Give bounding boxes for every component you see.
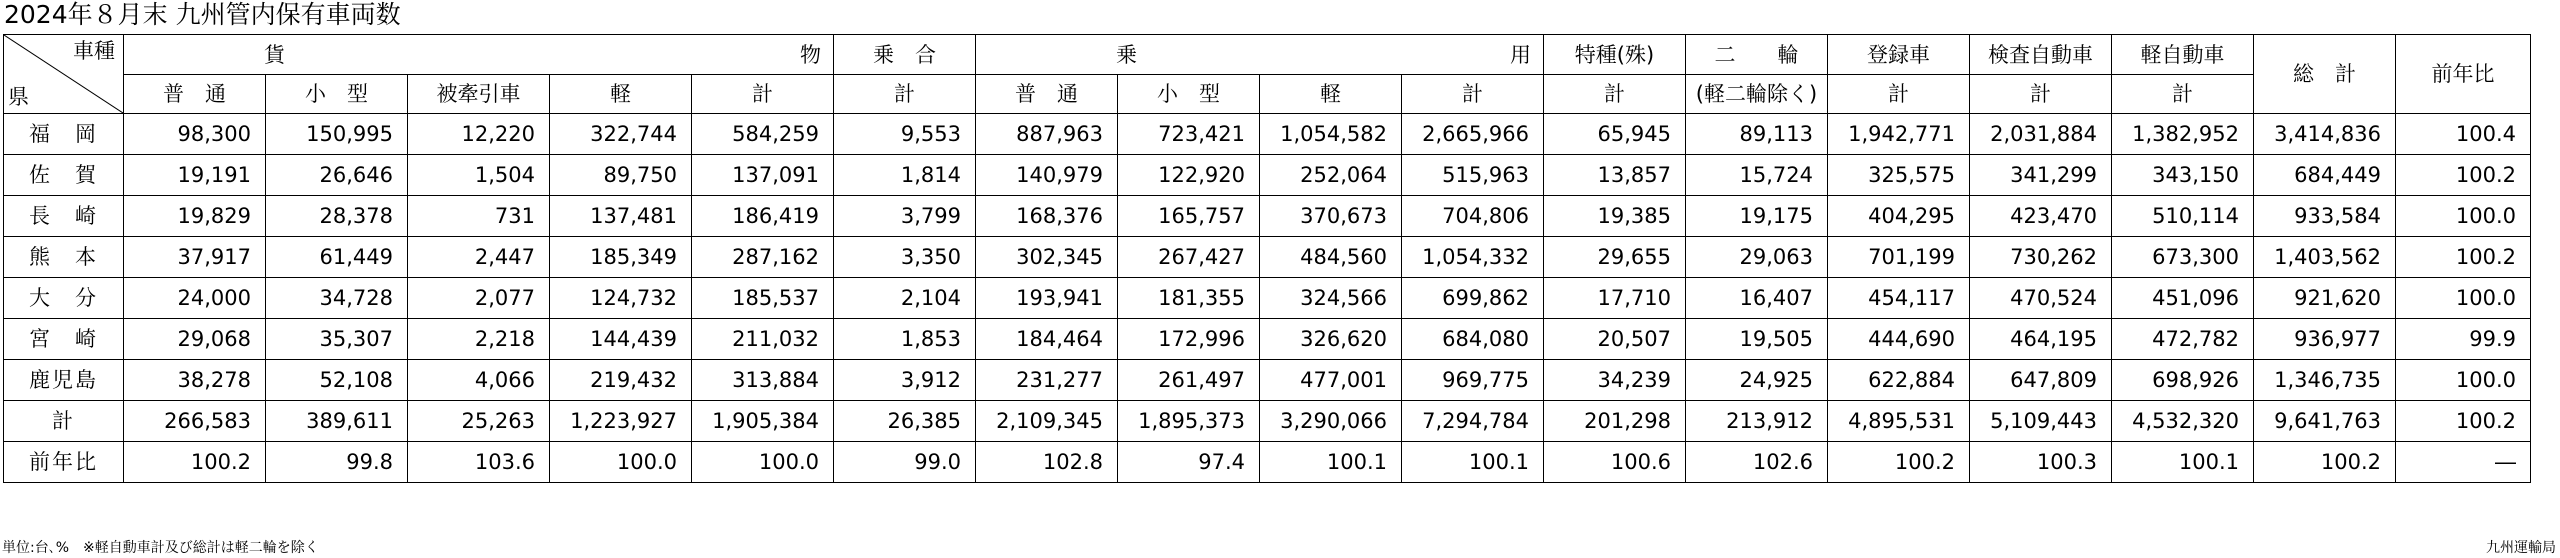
cargo-label-right: 物 <box>800 42 821 67</box>
table-cell: 102.8 <box>976 442 1118 483</box>
footnote: 単位:台､% ※軽自動車計及び総計は軽二輪を除く <box>2 540 319 556</box>
cargo-sub-regular: 普 通 <box>124 75 266 114</box>
table-cell: 137,091 <box>692 155 834 196</box>
table-row <box>4 442 2531 483</box>
table-cell: 7,294,784 <box>1402 401 1544 442</box>
source-credit: 九州運輸局 <box>2486 540 2556 556</box>
table-cell: 404,295 <box>1828 196 1970 237</box>
table-cell: 470,524 <box>1970 278 2112 319</box>
table-cell: 698,926 <box>2112 360 2254 401</box>
table-cell: 936,977 <box>2254 319 2396 360</box>
table-cell: 1,382,952 <box>2112 114 2254 155</box>
registered-header-top: 登録車 <box>1828 35 1970 75</box>
passenger-sub-regular: 普 通 <box>976 75 1118 114</box>
table-cell: 19,829 <box>124 196 266 237</box>
table-cell: 472,782 <box>2112 319 2254 360</box>
table-cell: 29,068 <box>124 319 266 360</box>
table-cell: 1,346,735 <box>2254 360 2396 401</box>
table-cell: 673,300 <box>2112 237 2254 278</box>
table-cell: 2,031,884 <box>1970 114 2112 155</box>
row-label: 計 <box>4 401 124 442</box>
table-cell: 100.6 <box>1544 442 1686 483</box>
table-cell: 17,710 <box>1544 278 1686 319</box>
table-cell: 302,345 <box>976 237 1118 278</box>
twowheel-header-bottom: (軽二輪除く) <box>1686 75 1828 114</box>
table-cell: 168,376 <box>976 196 1118 237</box>
table-cell: 444,690 <box>1828 319 1970 360</box>
table-cell: 2,109,345 <box>976 401 1118 442</box>
table-cell: 100.1 <box>2112 442 2254 483</box>
table-cell: 102.6 <box>1686 442 1828 483</box>
table-cell: 701,199 <box>1828 237 1970 278</box>
row-label: 熊 本 <box>4 237 124 278</box>
table-cell: 484,560 <box>1260 237 1402 278</box>
table-cell: ― <box>2396 442 2531 483</box>
table-row <box>4 114 2531 155</box>
table-cell: 124,732 <box>550 278 692 319</box>
table-cell: 99.8 <box>266 442 408 483</box>
table-cell: 100.0 <box>2396 196 2531 237</box>
table-cell: 38,278 <box>124 360 266 401</box>
table-cell: 193,941 <box>976 278 1118 319</box>
table-cell: 20,507 <box>1544 319 1686 360</box>
special-header-top: 特種(殊) <box>1544 35 1686 75</box>
table-cell: 451,096 <box>2112 278 2254 319</box>
table-cell: 185,537 <box>692 278 834 319</box>
cargo-sub-kei: 軽 <box>550 75 692 114</box>
table-cell: 150,995 <box>266 114 408 155</box>
table-cell: 34,239 <box>1544 360 1686 401</box>
table-cell: 144,439 <box>550 319 692 360</box>
table-cell: 100.0 <box>2396 360 2531 401</box>
table-cell: 19,191 <box>124 155 266 196</box>
table-cell: 684,080 <box>1402 319 1544 360</box>
table-cell: 423,470 <box>1970 196 2112 237</box>
table-cell: 1,814 <box>834 155 976 196</box>
table-cell: 389,611 <box>266 401 408 442</box>
table-cell: 172,996 <box>1118 319 1260 360</box>
corner-label-vehicle-type: 車種 <box>73 39 115 63</box>
table-cell: 510,114 <box>2112 196 2254 237</box>
table-cell: 37,917 <box>124 237 266 278</box>
table-cell: 647,809 <box>1970 360 2112 401</box>
table-cell: 921,620 <box>2254 278 2396 319</box>
table-cell: 3,350 <box>834 237 976 278</box>
table-cell: 2,104 <box>834 278 976 319</box>
table-cell: 100.2 <box>2254 442 2396 483</box>
table-cell: 699,862 <box>1402 278 1544 319</box>
table-cell: 26,646 <box>266 155 408 196</box>
bus-header-top: 乗 合 <box>834 35 976 75</box>
table-cell: 100.0 <box>550 442 692 483</box>
table-cell: 231,277 <box>976 360 1118 401</box>
table-cell: 211,032 <box>692 319 834 360</box>
row-label: 佐 賀 <box>4 155 124 196</box>
inspected-header-bottom: 計 <box>1970 75 2112 114</box>
table-cell: 3,290,066 <box>1260 401 1402 442</box>
table-cell: 28,378 <box>266 196 408 237</box>
table-cell: 186,419 <box>692 196 834 237</box>
table-cell: 261,497 <box>1118 360 1260 401</box>
table-cell: 2,218 <box>408 319 550 360</box>
table-cell: 35,307 <box>266 319 408 360</box>
table-cell: 3,414,836 <box>2254 114 2396 155</box>
table-cell: 266,583 <box>124 401 266 442</box>
table-cell: 622,884 <box>1828 360 1970 401</box>
special-header-bottom: 計 <box>1544 75 1686 114</box>
table-cell: 313,884 <box>692 360 834 401</box>
table-cell: 2,077 <box>408 278 550 319</box>
table-cell: 341,299 <box>1970 155 2112 196</box>
table-row <box>4 278 2531 319</box>
table-cell: 99.0 <box>834 442 976 483</box>
table-cell: 100.3 <box>1970 442 2112 483</box>
table-cell: 26,385 <box>834 401 976 442</box>
table-cell: 89,750 <box>550 155 692 196</box>
table-cell: 100.0 <box>692 442 834 483</box>
table-cell: 3,912 <box>834 360 976 401</box>
table-cell: 684,449 <box>2254 155 2396 196</box>
table-cell: 13,857 <box>1544 155 1686 196</box>
cargo-sub-total: 計 <box>692 75 834 114</box>
table-cell: 213,912 <box>1686 401 1828 442</box>
passenger-label-left: 乗 <box>1116 42 1137 67</box>
table-cell: 1,905,384 <box>692 401 834 442</box>
table-cell: 252,064 <box>1260 155 1402 196</box>
table-row <box>4 155 2531 196</box>
table-cell: 267,427 <box>1118 237 1260 278</box>
kei-header-bottom: 計 <box>2112 75 2254 114</box>
table-cell: 704,806 <box>1402 196 1544 237</box>
table-row <box>4 196 2531 237</box>
table-cell: 454,117 <box>1828 278 1970 319</box>
table-cell: 19,385 <box>1544 196 1686 237</box>
cargo-sub-small: 小 型 <box>266 75 408 114</box>
table-cell: 100.2 <box>1828 442 1970 483</box>
table-cell: 25,263 <box>408 401 550 442</box>
table-cell: 29,655 <box>1544 237 1686 278</box>
table-cell: 181,355 <box>1118 278 1260 319</box>
table-cell: 723,421 <box>1118 114 1260 155</box>
passenger-sub-total: 計 <box>1402 75 1544 114</box>
row-label: 宮 崎 <box>4 319 124 360</box>
table-cell: 61,449 <box>266 237 408 278</box>
table-cell: 185,349 <box>550 237 692 278</box>
table-cell: 9,553 <box>834 114 976 155</box>
yoy-header: 前年比 <box>2396 35 2531 114</box>
table-cell: 969,775 <box>1402 360 1544 401</box>
table-cell: 12,220 <box>408 114 550 155</box>
table-cell: 99.9 <box>2396 319 2531 360</box>
table-cell: 933,584 <box>2254 196 2396 237</box>
passenger-group-header <box>976 35 1544 75</box>
table-cell: 65,945 <box>1544 114 1686 155</box>
table-cell: 2,665,966 <box>1402 114 1544 155</box>
row-label: 前年比 <box>4 442 124 483</box>
table-row <box>4 401 2531 442</box>
cargo-label-left: 貨 <box>264 42 285 67</box>
table-cell: 1,853 <box>834 319 976 360</box>
table-cell: 52,108 <box>266 360 408 401</box>
table-title: 2024年８月末 九州管内保有車両数 <box>4 0 401 29</box>
table-cell: 19,505 <box>1686 319 1828 360</box>
table-cell: 34,728 <box>266 278 408 319</box>
table-row <box>4 360 2531 401</box>
table-cell: 730,262 <box>1970 237 2112 278</box>
table-cell: 100.2 <box>2396 155 2531 196</box>
table-cell: 98,300 <box>124 114 266 155</box>
row-label: 大 分 <box>4 278 124 319</box>
table-cell: 1,895,373 <box>1118 401 1260 442</box>
passenger-sub-kei: 軽 <box>1260 75 1402 114</box>
table-cell: 24,925 <box>1686 360 1828 401</box>
row-label: 福 岡 <box>4 114 124 155</box>
corner-label-prefecture: 県 <box>8 85 29 109</box>
table-cell: 29,063 <box>1686 237 1828 278</box>
table-cell: 322,744 <box>550 114 692 155</box>
table-cell: 19,175 <box>1686 196 1828 237</box>
table-cell: 4,066 <box>408 360 550 401</box>
table-row <box>4 237 2531 278</box>
table-cell: 122,920 <box>1118 155 1260 196</box>
twowheel-header-top: 二 輪 <box>1686 35 1828 75</box>
table-cell: 1,054,582 <box>1260 114 1402 155</box>
table-cell: 887,963 <box>976 114 1118 155</box>
table-cell: 2,447 <box>408 237 550 278</box>
table-cell: 100.1 <box>1402 442 1544 483</box>
table-cell: 184,464 <box>976 319 1118 360</box>
table-cell: 100.0 <box>2396 278 2531 319</box>
table-cell: 100.2 <box>2396 237 2531 278</box>
table-cell: 103.6 <box>408 442 550 483</box>
table-cell: 1,223,927 <box>550 401 692 442</box>
header-row-2 <box>4 75 2531 114</box>
table-cell: 97.4 <box>1118 442 1260 483</box>
table-cell: 343,150 <box>2112 155 2254 196</box>
kei-header-top: 軽自動車 <box>2112 35 2254 75</box>
bus-header-bottom: 計 <box>834 75 976 114</box>
table-cell: 100.1 <box>1260 442 1402 483</box>
table-cell: 4,895,531 <box>1828 401 1970 442</box>
table-cell: 324,566 <box>1260 278 1402 319</box>
table-cell: 219,432 <box>550 360 692 401</box>
passenger-label-right: 用 <box>1510 42 1531 67</box>
table-cell: 16,407 <box>1686 278 1828 319</box>
table-cell: 4,532,320 <box>2112 401 2254 442</box>
table-cell: 201,298 <box>1544 401 1686 442</box>
table-cell: 100.4 <box>2396 114 2531 155</box>
table-cell: 15,724 <box>1686 155 1828 196</box>
table-cell: 584,259 <box>692 114 834 155</box>
table-cell: 9,641,763 <box>2254 401 2396 442</box>
table-cell: 89,113 <box>1686 114 1828 155</box>
table-cell: 165,757 <box>1118 196 1260 237</box>
vehicle-count-table <box>3 34 2531 483</box>
table-cell: 1,942,771 <box>1828 114 1970 155</box>
table-cell: 287,162 <box>692 237 834 278</box>
table-cell: 515,963 <box>1402 155 1544 196</box>
table-cell: 3,799 <box>834 196 976 237</box>
cargo-group-header <box>124 35 834 75</box>
grand-total-header: 総 計 <box>2254 35 2396 114</box>
table-cell: 100.2 <box>2396 401 2531 442</box>
registered-header-bottom: 計 <box>1828 75 1970 114</box>
table-cell: 137,481 <box>550 196 692 237</box>
table-cell: 326,620 <box>1260 319 1402 360</box>
header-row-1 <box>4 35 2531 75</box>
table-cell: 100.2 <box>124 442 266 483</box>
table-cell: 5,109,443 <box>1970 401 2112 442</box>
table-cell: 1,054,332 <box>1402 237 1544 278</box>
cargo-sub-towed: 被牽引車 <box>408 75 550 114</box>
inspected-header-top: 検査自動車 <box>1970 35 2112 75</box>
table-cell: 140,979 <box>976 155 1118 196</box>
table-row <box>4 319 2531 360</box>
table-cell: 731 <box>408 196 550 237</box>
table-cell: 1,504 <box>408 155 550 196</box>
table-cell: 1,403,562 <box>2254 237 2396 278</box>
passenger-sub-small: 小 型 <box>1118 75 1260 114</box>
table-cell: 325,575 <box>1828 155 1970 196</box>
table-cell: 370,673 <box>1260 196 1402 237</box>
row-label: 長 崎 <box>4 196 124 237</box>
table-cell: 24,000 <box>124 278 266 319</box>
row-label: 鹿児島 <box>4 360 124 401</box>
table-cell: 477,001 <box>1260 360 1402 401</box>
corner-header <box>4 35 124 114</box>
table-cell: 464,195 <box>1970 319 2112 360</box>
